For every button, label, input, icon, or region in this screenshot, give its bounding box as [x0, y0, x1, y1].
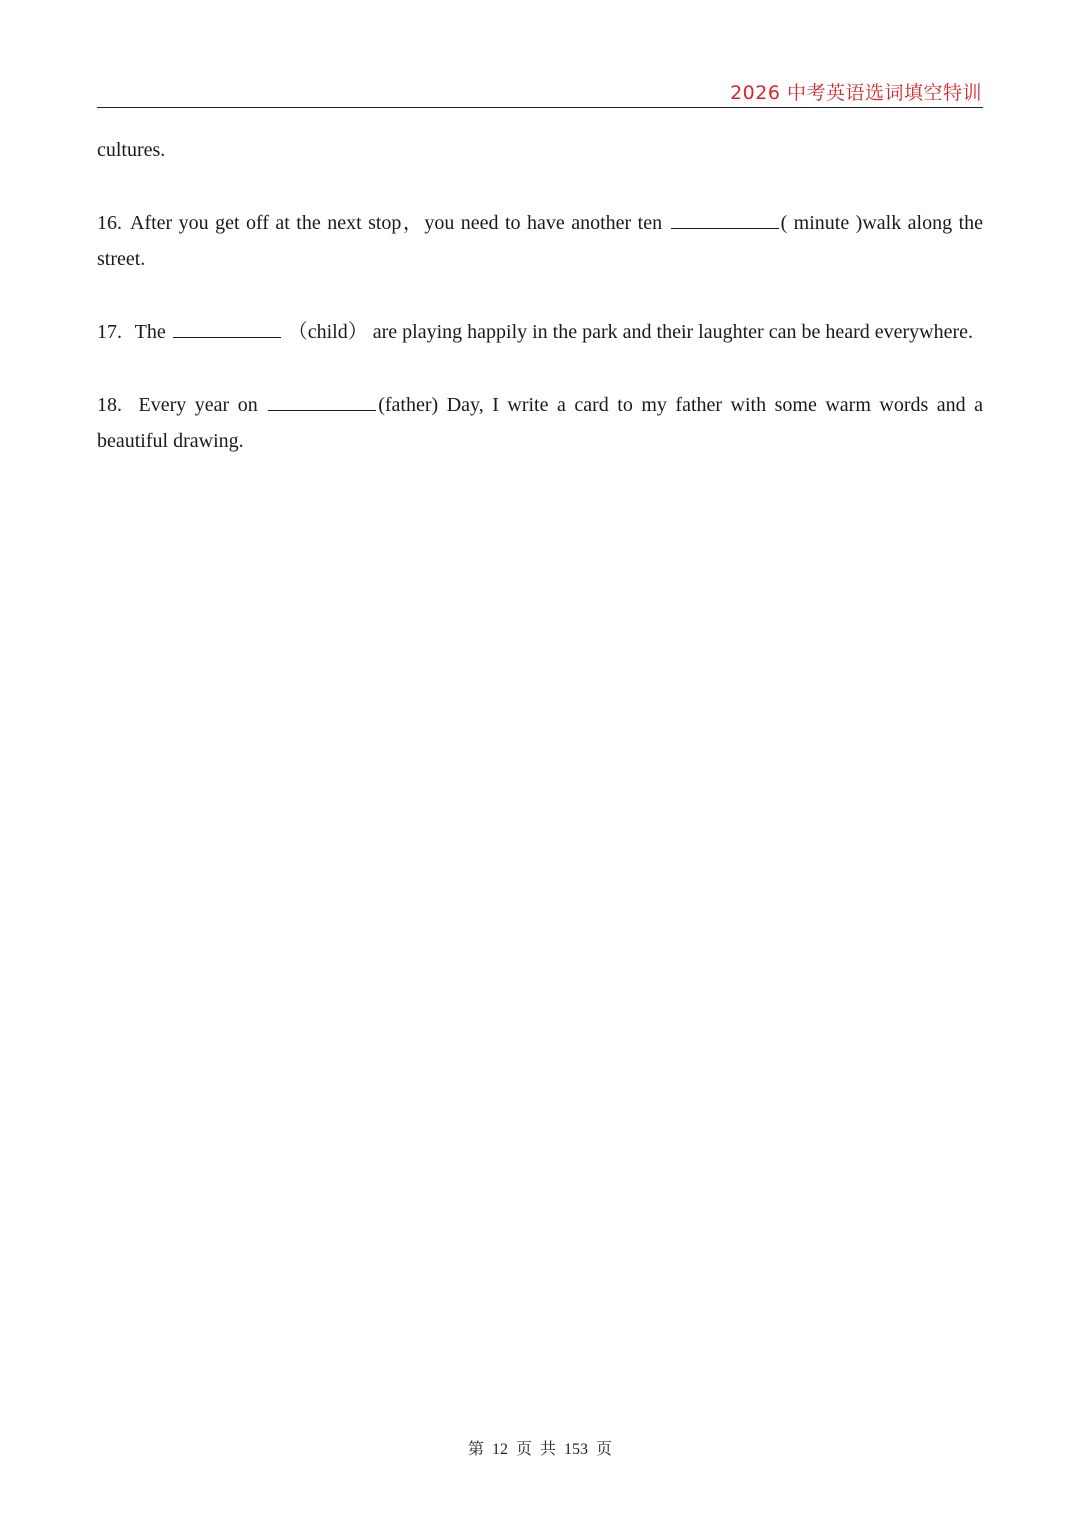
continued-text: cultures. [97, 139, 166, 161]
question-number: 17. [97, 321, 122, 343]
question-text-after: Day, I write a card to my father with some warm words and a beautiful drawing. [97, 394, 984, 452]
question-text-after: are playing happily in the park and their laughter can be heard everywhere. [372, 321, 974, 343]
question-17 [97, 314, 983, 350]
paragraph-gap [97, 277, 983, 314]
answer-blank[interactable] [268, 410, 376, 411]
question-number: 18. [97, 394, 122, 416]
paragraph-gap [97, 168, 983, 205]
question-text-before: After you get off at the next stop，you need to have another ten [130, 212, 663, 234]
answer-blank[interactable] [173, 337, 281, 338]
paragraph-gap [97, 350, 983, 387]
answer-blank[interactable] [671, 228, 779, 229]
page-header-title: 2026 中考英语选词填空特训 [730, 82, 982, 104]
word-hint: (father) [378, 394, 439, 416]
header-divider [97, 107, 983, 108]
question-text-before: Every year on [138, 394, 258, 416]
question-16 [97, 205, 983, 277]
word-hint: ( minute ) [780, 212, 863, 234]
word-hint: （child） [287, 321, 368, 343]
question-text-after: walk along the street. [97, 212, 984, 270]
page-footer: 第 12 页 共 153 页 [467, 1441, 612, 1458]
question-text-before: The [134, 321, 166, 343]
document-body [97, 132, 983, 459]
question-number: 16. [97, 212, 122, 234]
question-18 [97, 387, 983, 459]
